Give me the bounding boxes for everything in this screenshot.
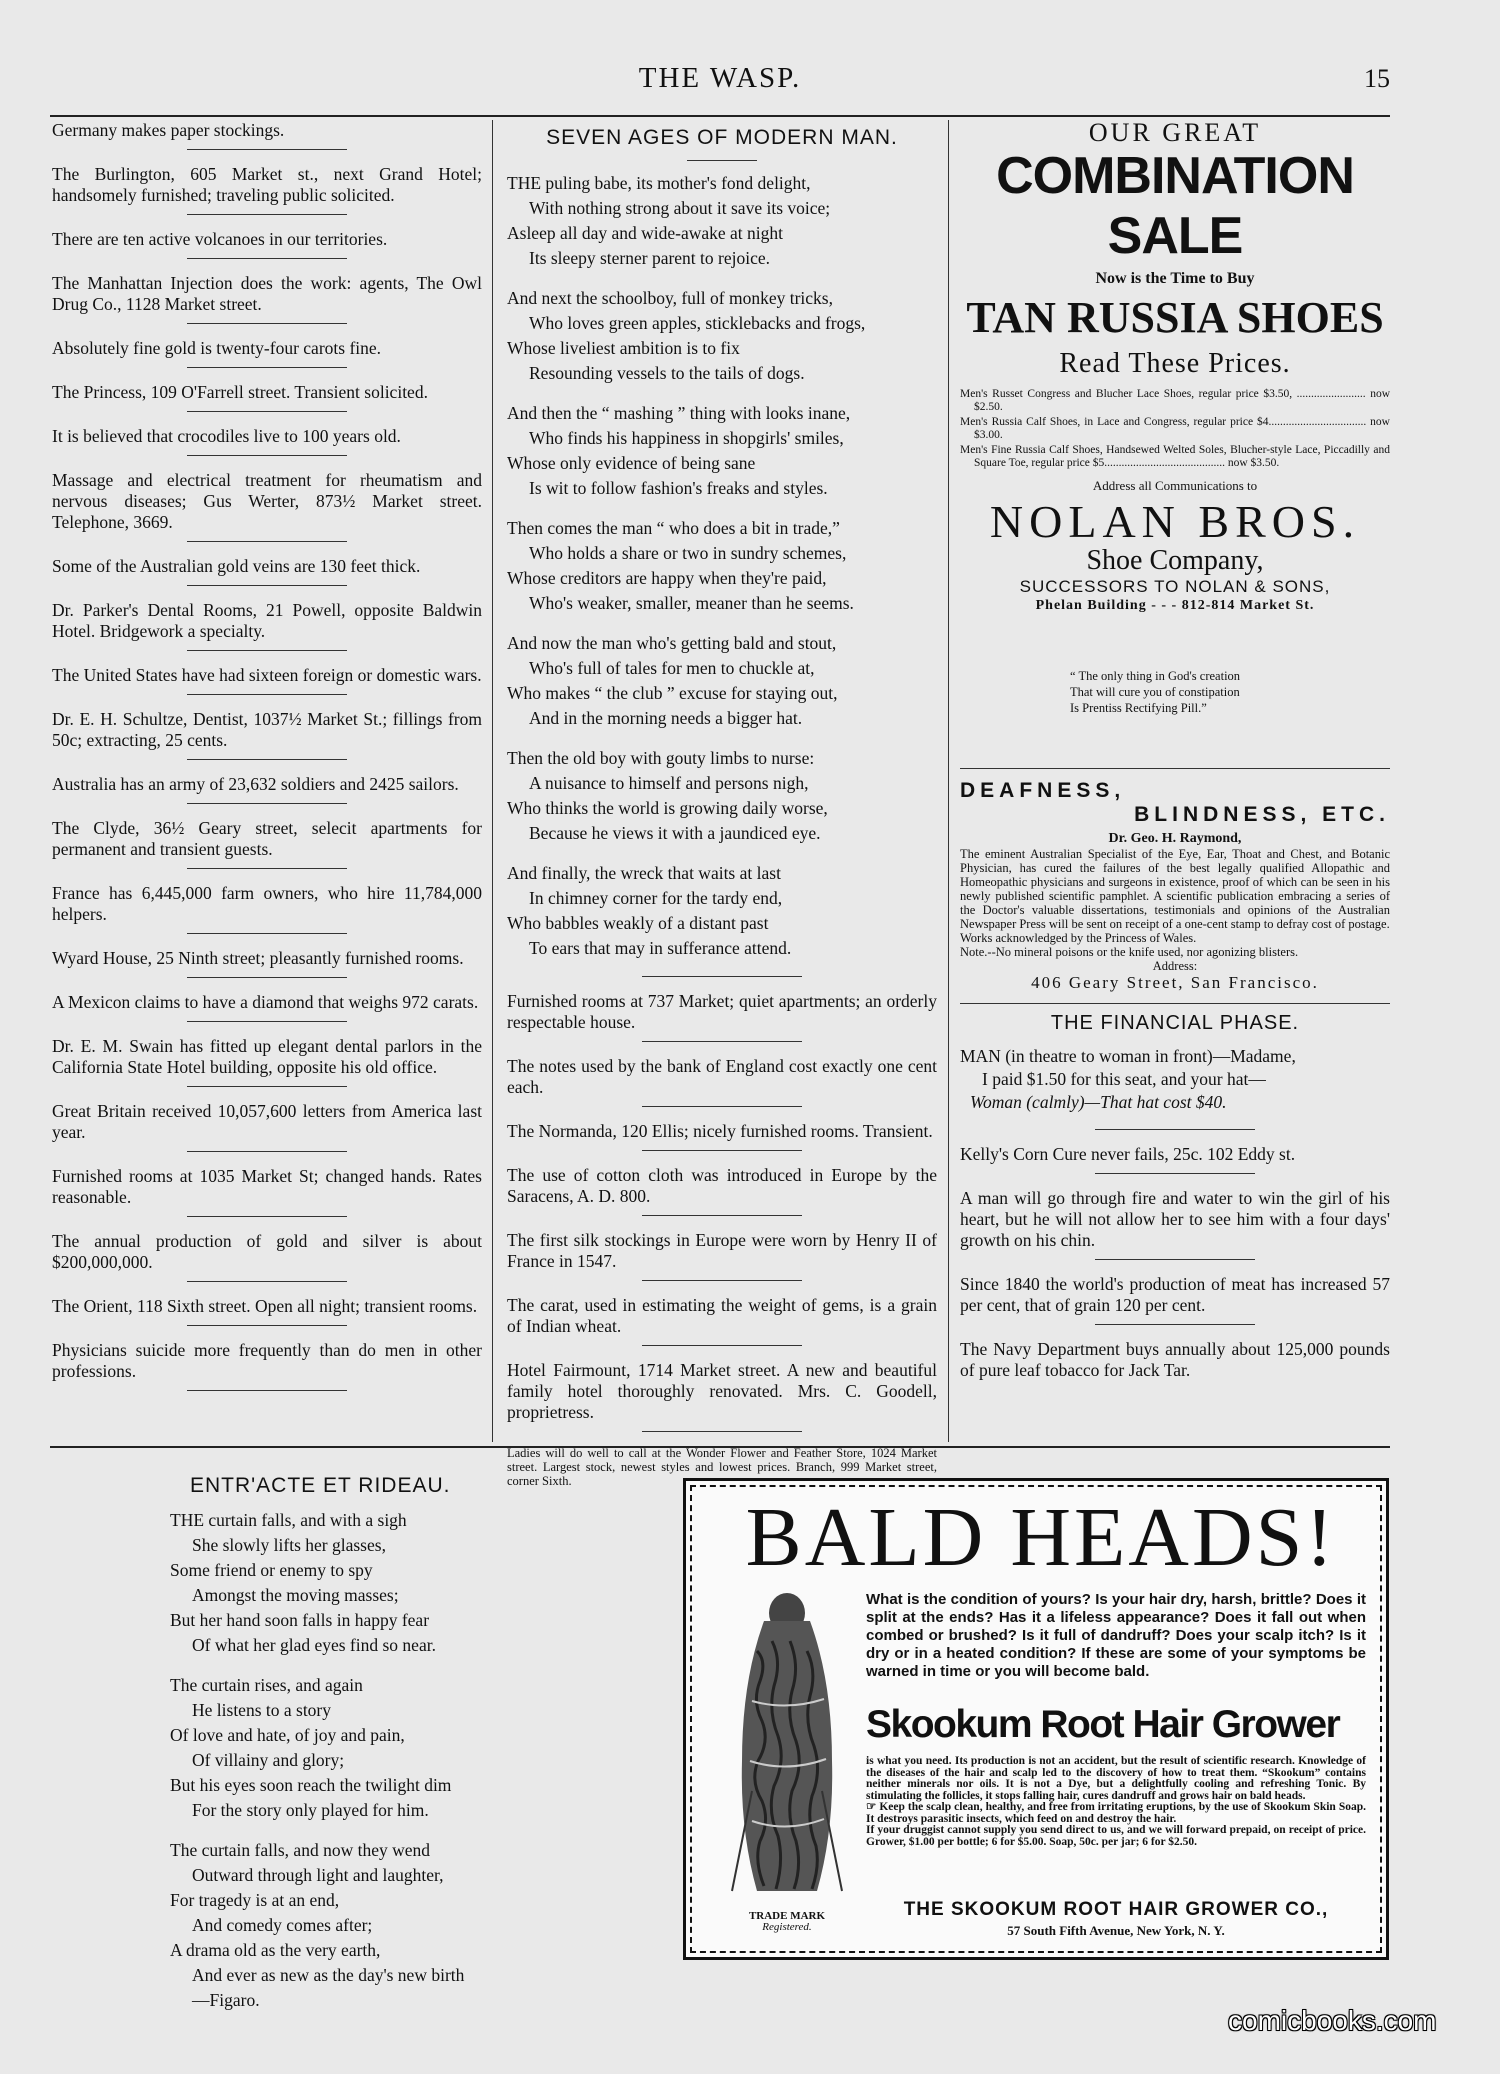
news-item: The Normanda, 120 Ellis; nicely furnished rooms. Transient. [507,1121,933,1141]
poem-line: The curtain rises, and again [170,1675,363,1695]
poem-line: A nuisance to himself and persons nigh, [529,773,809,793]
poem-stanza [507,516,937,616]
poem-stanza [507,286,937,386]
poem-line: He listens to a story [192,1700,332,1720]
separator [187,149,347,150]
separator [187,541,347,542]
bald-company: THE SKOOKUM ROOT HAIR GROWER CO., [903,1899,1329,1920]
separator [187,323,347,324]
poem-line: Of villainy and glory; [192,1750,345,1770]
poem-line: Who babbles weakly of a distant past [507,913,769,933]
ad-nolan-bros: NOLAN BROS. [989,496,1361,547]
registered-label: Registered. [762,1921,812,1933]
separator [642,1345,802,1346]
ad-tan-russia: TAN RUSSIA SHOES [966,293,1384,342]
ad-price-line: Men's Russet Congress and Blucher Lace Shoes, regular price $3.50, ........................ now $2.50. [960,388,1390,413]
poem-line: In chimney corner for the tardy end, [529,888,783,908]
blindness-heading: BLINDNESS, ETC. [1134,803,1390,826]
poem-stanza [170,1838,480,2013]
news-item: Germany makes paper stockings. [52,120,285,140]
deafness-address-label: Address: [1152,959,1198,973]
deafness-works: Works acknowledged by the Princess of Wales. [960,931,1197,945]
separator [1095,1129,1255,1130]
news-item: Wyard House, 25 Ninth street; pleasantly furnished rooms. [52,948,464,968]
bald-product-name: Skookum Root Hair Grower [866,1703,1340,1746]
deafness-heading: DEAFNESS, [960,779,1126,802]
news-item: Hotel Fairmount, 1714 Market street. A new and beautiful family hotel thoroughly renovated. Mrs. C. Goodell, proprietress. [507,1360,937,1422]
separator [187,933,347,934]
ad-our-great: OUR GREAT [1088,118,1262,147]
financial-item: Kelly's Corn Cure never fails, 25c. 102 Eddy st. [960,1144,1296,1164]
page-title: THE WASP. [638,62,802,94]
poem-line: THE curtain falls, and with a sigh [170,1510,407,1530]
poem-line: Is wit to follow fashion's freaks and styles. [529,478,828,498]
bald-heads-ad [683,1478,1389,1960]
separator [1095,1173,1255,1174]
separator [642,1041,802,1042]
column-rule-1 [492,120,493,1442]
column-rule-2 [948,120,949,1442]
poem-line: Who holds a share or two in sundry schemes, [529,543,847,563]
poem-line: And finally, the wreck that waits at last [507,863,781,883]
poem-line: And comedy comes after; [192,1915,373,1935]
separator [642,976,802,977]
news-item: It is believed that crocodiles live to 100 years old. [52,426,401,446]
news-item: Dr. E. M. Swain has fitted up elegant dental parlors in the California State Hotel building, opposite his old office. [52,1036,482,1077]
news-item: The use of cotton cloth was introduced in Europe by the Saracens, A. D. 800. [507,1165,937,1206]
financial-title: THE FINANCIAL PHASE. [1050,1012,1300,1034]
bald-body-3: If your druggist cannot supply you send direct to us, and we will forward prepaid, on receipt of price. Grower, $1.00 per bottle; 6 for $5.00. Soap, 50c. per jar; 6 for $2.50. [866,1824,1366,1848]
header-rule [50,115,1390,117]
dialogue-line: I paid $1.50 for this seat, and your hat— [982,1069,1266,1089]
poem-line: Whose creditors are happy when they're paid, [507,568,827,588]
news-item: There are ten active volcanoes in our territories. [52,229,388,249]
deafness-body: The eminent Australian Specialist of the Eye, Ear, Thoat and Chest, and Botanic Physician, has cured the failures of the best legally qualified Allopathic and Homeopathic physicians and surgeons in existence, proof of which can be seen in his newly published scientific pamphlet. A scientific publication embracing a series of the Doctor's valuable dissertations, testimonials and opinions of the Australian Newspaper Press will be sent on receipt of a one-cent stamp to defray cost of postage. [960,847,1390,931]
site-watermark: comicbooks.com [1228,2005,1437,2036]
poem-line: And now the man who's getting bald and stout, [507,633,837,653]
poem-line: Because he views it with a jaundiced eye. [529,823,821,843]
poem-stanza [507,631,937,731]
poem-line: Of what her glad eyes find so near. [192,1635,436,1655]
poem-stanza [507,171,937,271]
news-item: The carat, used in estimating the weight of gems, is a grain of Indian wheat. [507,1295,937,1336]
poem-line: Then comes the man “ who does a bit in trade,” [507,518,840,538]
poem-stanza [507,746,937,846]
wonder-flower-ad: Ladies will do well to call at the Wonder Flower and Feather Store, 1024 Market street. Largest stock, newest styles and lowest prices. Branch, 999 Market street, corner Sixth. [507,1446,937,1488]
dialogue-line: Woman (calmly)—That hat cost $40. [970,1092,1227,1112]
page-header [50,62,1390,102]
separator [187,258,347,259]
ad-price-line: Men's Fine Russia Calf Shoes, Handsewed Welted Soles, Blucher-style Lace, Piccadilly and Square Toe, regular price $5.......................................... now $3.50. [960,444,1390,469]
separator [187,1281,347,1282]
ad-address-all: Address all Communications to [1092,478,1258,493]
poem-line: Some friend or enemy to spy [170,1560,373,1580]
trademark-label: TRADE MARK [748,1910,826,1922]
news-item: Furnished rooms at 737 Market; quiet apartments; an orderly respectable house. [507,991,937,1032]
financial-dialogue [960,1045,1390,1114]
separator [187,1216,347,1217]
deafness-rule [960,768,1390,769]
news-item: The Orient, 118 Sixth street. Open all night; transient rooms. [52,1296,478,1316]
news-item: France has 6,445,000 farm owners, who hire 11,784,000 helpers. [52,883,482,924]
news-item: The Manhattan Injection does the work: agents, The Owl Drug Co., 1128 Market street. [52,273,482,314]
poem-line: Whose only evidence of being sane [507,453,756,473]
column-2 [507,120,937,1488]
poem-line: Asleep all day and wide-awake at night [507,223,784,243]
poem-stanza [170,1508,480,1658]
poem-line: Resounding vessels to the tails of dogs. [529,363,805,383]
poem-seven-ages [507,171,937,961]
separator [187,1021,347,1022]
poem-line: Amongst the moving masses; [192,1585,399,1605]
poem-line: Who loves green apples, sticklebacks and frogs, [529,313,866,333]
title-ornament [687,160,757,161]
separator [187,367,347,368]
poem-line: Outward through light and laughter, [192,1865,444,1885]
separator [187,694,347,695]
news-item: The notes used by the bank of England cost exactly one cent each. [507,1056,937,1097]
news-item: Some of the Australian gold veins are 130 feet thick. [52,556,421,576]
bald-body-1: is what you need. Its production is not an accident, but the result of scientific research. Knowledge of the diseases of the hair and scalp led to the discovery of how to treat them. “Skookum” contains neither minerals nor oils. It is not a Dye, but a delightfully cooling and refreshing Tonic. By stimulating the follicles, it stops falling hair, cures dandruff and grows hair on bald heads. [866,1755,1366,1802]
bald-questions: What is the condition of yours? Is your hair dry, harsh, brittle? Does it split at the ends? Has it a lifeless appearance? Does it fall out when combed or brushed? Is it full of dandruff? Does your scalp itch? Is it dry or in a heated condition? If these are some of your symptoms be warned in time or you will become bald. [866,1591,1366,1680]
separator [187,411,347,412]
quote-line: Is Prentiss Rectifying Pill.” [1070,701,1207,715]
prentiss-quote [1070,668,1390,716]
combination-sale-ad [960,120,1390,614]
news-item: A Mexicon claims to have a diamond that weighs 972 carats. [52,992,479,1012]
separator [187,650,347,651]
separator [187,868,347,869]
separator [187,1086,347,1087]
ad-shoe-company: Shoe Company, [1086,545,1264,576]
ad-price-line: Men's Russia Calf Shoes, in Lace and Congress, regular price $4.................................. now $3.00. [960,416,1390,441]
poem-line: But his eyes soon reach the twilight dim [170,1775,452,1795]
poem-line: With nothing strong about it save its voice; [529,198,831,218]
ad-combination-sale: COMBINATION SALE [996,147,1354,265]
poem-line: Of love and hate, of joy and pain, [170,1725,405,1745]
ad-successors: SUCCESSORS TO NOLAN & SONS, [1019,577,1331,596]
poem-line: Who's weaker, smaller, meaner than he seems. [529,593,854,613]
poem-line: And next the schoolboy, full of monkey tricks, [507,288,833,308]
financial-items [960,1144,1390,1381]
separator [187,1325,347,1326]
page-number: 15 [1364,64,1390,93]
bald-body [866,1756,1366,1848]
news-item: Dr. E. H. Schultze, Dentist, 1037½ Market St.; fillings from 50c; extracting, 25 cents. [52,709,482,750]
poem-stanza [507,401,937,501]
poem-stanza [170,1673,480,1823]
separator [187,759,347,760]
long-hair-woman-illustration [712,1591,862,1901]
poem-stanza [507,861,937,961]
poem-title: ENTR'ACTE ET RIDEAU. [190,1474,451,1497]
separator [1095,1259,1255,1260]
news-items-list [52,120,482,1391]
poem-line: Who's full of tales for men to chuckle at, [529,658,815,678]
poem-line: Who makes “ the club ” excuse for staying out, [507,683,838,703]
separator [642,1280,802,1281]
financial-item: The Navy Department buys annually about 125,000 pounds of pure leaf tobacco for Jack Tar. [960,1339,1390,1380]
ad-phelan-building: Phelan Building - - - 812-814 Market St. [1035,598,1315,613]
column-1 [52,120,482,1440]
deafness-note: Note.--No mineral poisons or the knife used, nor agonizing blisters. [960,945,1299,959]
news-item: Massage and electrical treatment for rheumatism and nervous diseases; Gus Werter, 873½ Market street. Telephone, 3669. [52,470,482,532]
poem-entracte [170,1466,480,2028]
separator [642,1431,802,1432]
poem-line: Whose liveliest ambition is to fix [507,338,740,358]
quote-line: “ The only thing in God's creation [1070,669,1241,683]
poem-title: SEVEN AGES OF MODERN MAN. [546,126,898,149]
bald-body-2: ☞ Keep the scalp clean, healthy, and free from irritating eruptions, by the use of Skookum Skin Soap. It destroys parasitic insects, which feed on and destroy the hair. [866,1801,1366,1825]
column-3 [960,120,1390,1440]
separator [642,1215,802,1216]
separator [1095,1324,1255,1325]
poem-line: Who thinks the world is growing daily worse, [507,798,828,818]
poem-line: Then the old boy with gouty limbs to nurse: [507,748,815,768]
poem-line: And in the morning needs a bigger hat. [529,708,803,728]
separator [187,214,347,215]
doctor-name: Dr. Geo. H. Raymond, [1108,831,1242,846]
poem-line: She slowly lifts her glasses, [192,1535,386,1555]
news-item: The first silk stockings in Europe were worn by Henry II of France in 1547. [507,1230,937,1271]
quote-line: That will cure you of constipation [1070,685,1240,699]
news-item: Dr. Parker's Dental Rooms, 21 Powell, opposite Baldwin Hotel. Bridgework a specialty. [52,600,482,641]
separator [187,1390,347,1391]
poem-body [170,1508,480,2013]
news-item: The Clyde, 36½ Geary street, selecit apartments for permanent and transient guests. [52,818,482,859]
poem-line: And ever as new as the day's new birth—Figaro. [192,1965,465,2010]
poem-line: To ears that may in sufferance attend. [529,938,792,958]
dialogue-line: MAN (in theatre to woman in front)—Madame, [960,1046,1296,1066]
bald-headline: BALD HEADS! [745,1491,1337,1584]
separator [187,977,347,978]
news-item: The annual production of gold and silver is about $200,000,000. [52,1231,482,1272]
news-item: The Princess, 109 O'Farrell street. Transient solicited. [52,382,428,402]
poem-line: For the story only played for him. [192,1800,429,1820]
news-item: Great Britain received 10,057,600 letters from America last year. [52,1101,482,1142]
separator [642,1150,802,1151]
separator [187,455,347,456]
poem-line: Who finds his happiness in shopgirls' smiles, [529,428,844,448]
separator [187,803,347,804]
poem-line: But her hand soon falls in happy fear [170,1610,430,1630]
news-item: The Burlington, 605 Market st., next Grand Hotel; handsomely furnished; traveling public solicited. [52,164,482,205]
deafness-ad [960,779,1390,993]
news-item: Australia has an army of 23,632 soldiers and 2425 sailors. [52,774,459,794]
news-item: Absolutely fine gold is twenty-four carots fine. [52,338,382,358]
separator [187,1151,347,1152]
news-item: Furnished rooms at 1035 Market St; changed hands. Rates reasonable. [52,1166,482,1207]
news-item: Physicians suicide more frequently than do men in other professions. [52,1340,482,1381]
ad-read-prices: Read These Prices. [1059,348,1291,379]
separator [187,585,347,586]
financial-rule [960,1003,1390,1004]
bald-address: 57 South Fifth Avenue, New York, N. Y. [1007,1923,1225,1938]
financial-item: A man will go through fire and water to win the girl of his heart, but he will not allow her to see him with a four days' growth on his chin. [960,1188,1390,1250]
news-items-list-2 [507,991,937,1432]
ad-now-is-time: Now is the Time to Buy [1095,270,1255,287]
news-item: The United States have had sixteen foreign or domestic wars. [52,665,482,685]
separator [642,1106,802,1107]
poem-line: For tragedy is at an end, [170,1890,340,1910]
poem-line: THE puling babe, its mother's fond delight, [507,173,811,193]
poem-line: The curtain falls, and now they wend [170,1840,430,1860]
bald-trademark [712,1911,862,1933]
poem-line: A drama old as the very earth, [170,1940,381,1960]
financial-item: Since 1840 the world's production of meat has increased 57 per cent, that of grain 120 per cent. [960,1274,1390,1315]
poem-line: Its sleepy sterner parent to rejoice. [529,248,771,268]
deafness-address: 406 Geary Street, San Francisco. [1031,973,1319,992]
poem-line: And then the “ mashing ” thing with looks inane, [507,403,851,423]
